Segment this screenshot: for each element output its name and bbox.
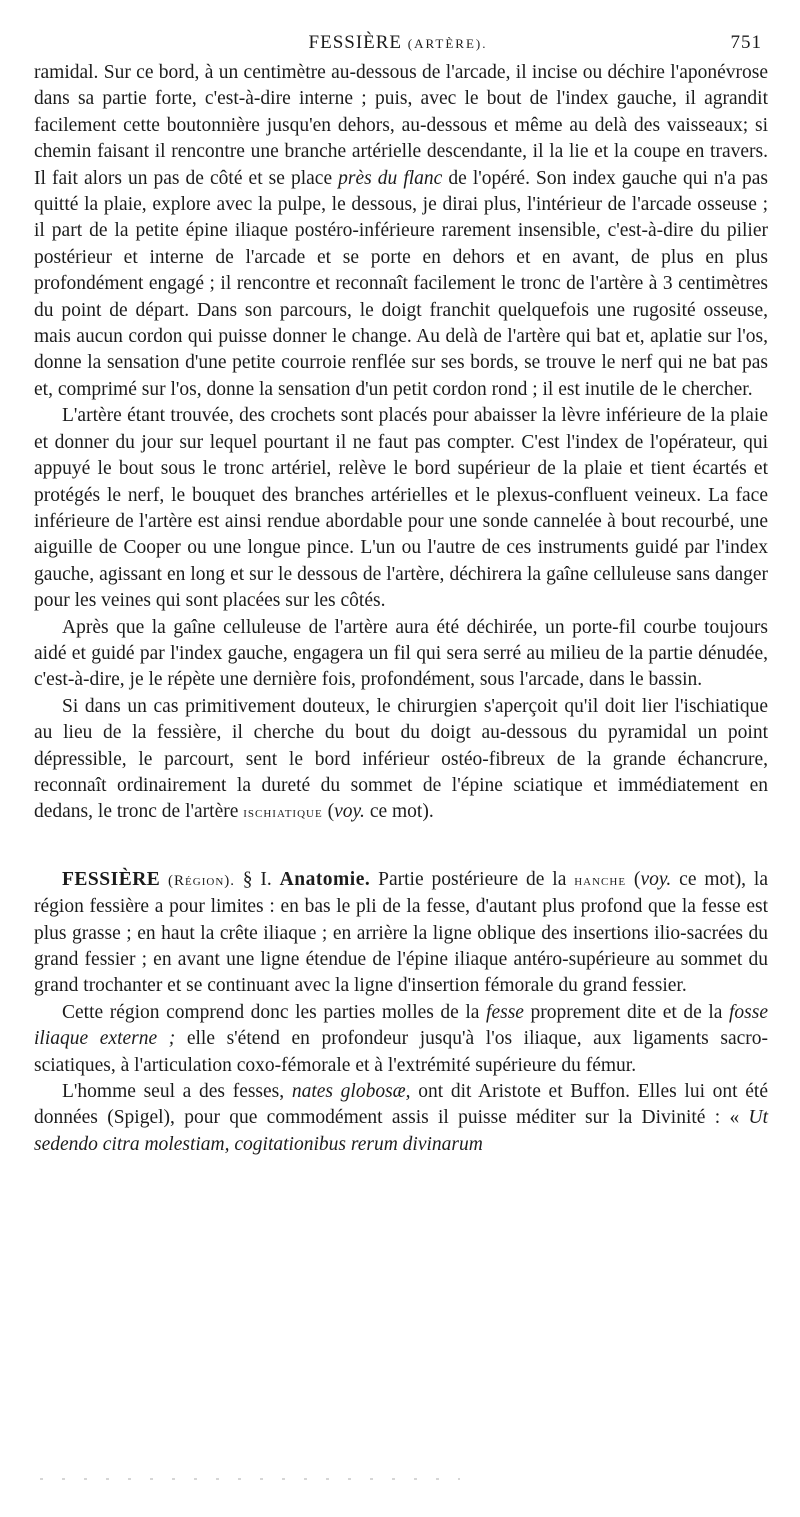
running-head-title: FESSIÈRE (ARTÈRE). xyxy=(308,32,488,53)
entry-headword: FESSIÈRE xyxy=(62,868,161,890)
section-title: Anatomie. xyxy=(279,868,371,890)
running-head xyxy=(34,32,762,56)
cross-reference-hanche: hanche xyxy=(574,872,627,889)
paragraph-2: L'artère étant trouvée, des crochets sont placés pour abaisser la lèvre inférieure de la plaie et donner du jour sur lequel pourtant il ne faut pas compter. C'est l'index de l'opérateur, qui appuyé le bout sous le tronc artériel, relève le bord supérieur de la plaie et tient écartés et protégés le nerf, le bouquet des branches artérielles et le plexus-confluent veineux. La face inférieure de l'artère est ainsi rendue abordable pour une sonde cannelée à bout recourbé, une aiguille de Cooper ou une longue pince. L'un ou l'autre de ces instruments guidé par l'index gauche, agissant en long et sur le dessous de l'artère, déchirera la gaîne celluleuse sans danger pour les veines qui sont placées sur les côtés. xyxy=(34,405,768,612)
cross-reference: ischiatique xyxy=(243,805,323,822)
entry-paragraph: FESSIÈRE (Région). § I. Anatomie. Partie postérieure de la hanche (voy. ce mot), la région fessière a pour limites : en bas le pli de la fesse, d'autant plus profond que la fesse est plus grasse ; en haut la crête iliaque ; en arrière la ligne oblique des insertions ilio-sacrées du grand fessier ; en avant une ligne étendue de l'épine iliaque antéro-supérieure au sommet du grand trochanter et se continuant avec la ligne d'insertion fémorale du grand fessier. xyxy=(34,868,769,997)
paragraph-6: Cette région comprend donc les parties molles de la fesse proprement dite et de la fosse iliaque externe ; elle s'étend en profondeur jusqu'à l'os iliaque, aux ligaments sacro-sciatiques, à l'articulation coxo-fémorale et à l'extrémité supérieure du fémur. xyxy=(34,1001,768,1076)
running-head-subtitle: (ARTÈRE). xyxy=(407,36,488,51)
paragraph-1: ramidal. Sur ce bord, à un centimètre au-dessous de l'arcade, il incise ou déchire l'aponévrose dans sa partie forte, c'est-à-dire interne ; puis, avec le bout de l'index gauche, il agrandit facilement cette boutonnière jusqu'en dehors, au-dessous et même au delà des vaisseaux; si chemin faisant il rencontre une branche artérielle descendante, il la lie et la coupe en travers. Il fait alors un pas de côté et se place près du flanc de l'opéré. Son index gauche qui n'a pas quitté la plaie, explore avec la pulpe, le dessous, je dirai plus, l'intérieur de l'arcade osseuse ; il part de la petite épine iliaque postéro-inférieure rarement insensible, c'est-à-dire du pilier postérieur et interne de l'arcade et se porte en dehors et en avant, de plus en plus profondément engagé ; il rencontre et reconnaît facilement le tronc de l'artère à 3 centimètres du point de départ. Dans son parcours, le doigt franchit quelquefois une rugosité osseuse, mais aucun cordon qui puisse donner le change. Au delà de l'artère qui bat et, aplatie sur l'os, donne la sensation d'une petite courroie renflée sur ses bords, se trouve le nerf qui ne bat pas et, comprimé sur l'os, donne la sensation d'un petit cordon rond ; il est inutile de le chercher. xyxy=(34,62,768,400)
paragraph-3: Après que la gaîne celluleuse de l'artère aura été déchirée, un porte-fil courbe toujours aidé et guidé par l'index gauche, engagera un fil qui sera serré au milieu de la partie dénudée, c'est-à-dire, je le répète une dernière fois, profondément, sous l'arcade, dans le bassin. xyxy=(34,616,768,691)
page-number: 751 xyxy=(730,32,762,53)
body-text xyxy=(34,60,768,1158)
latin-quotation: Ut sedendo citra molestiam, cogitationibus rerum divinarum xyxy=(34,1107,768,1155)
paragraph-4: Si dans un cas primitivement douteux, le chirurgien s'aperçoit qu'il doit lier l'ischiatique au lieu de la fessière, il cherche du bout du doigt au-dessous du pyramidal un point dépressible, le parcourt, sent le bord inférieur ostéo-fibreux de la grande échancrure, reconnaît ordinairement la dureté du sommet de l'épine sciatique et immédiatement en dedans, le tronc de l'artère ischiatique (voy. ce mot). xyxy=(34,695,768,823)
entry-region: (Région). xyxy=(160,872,243,889)
scan-artifact xyxy=(40,1478,460,1480)
section-mark: § I. xyxy=(242,868,280,890)
italic-phrase: près du flanc xyxy=(338,167,443,189)
entry-separator xyxy=(34,827,768,867)
paragraph-7: L'homme seul a des fesses, nates globosæ, ont dit Aristote et Buffon. Elles lui ont été données (Spigel), pour que commodément assis il puisse méditer sur la Divinité : « Ut sedendo citra molestiam, cogitationibus rerum divinarum xyxy=(34,1081,768,1155)
